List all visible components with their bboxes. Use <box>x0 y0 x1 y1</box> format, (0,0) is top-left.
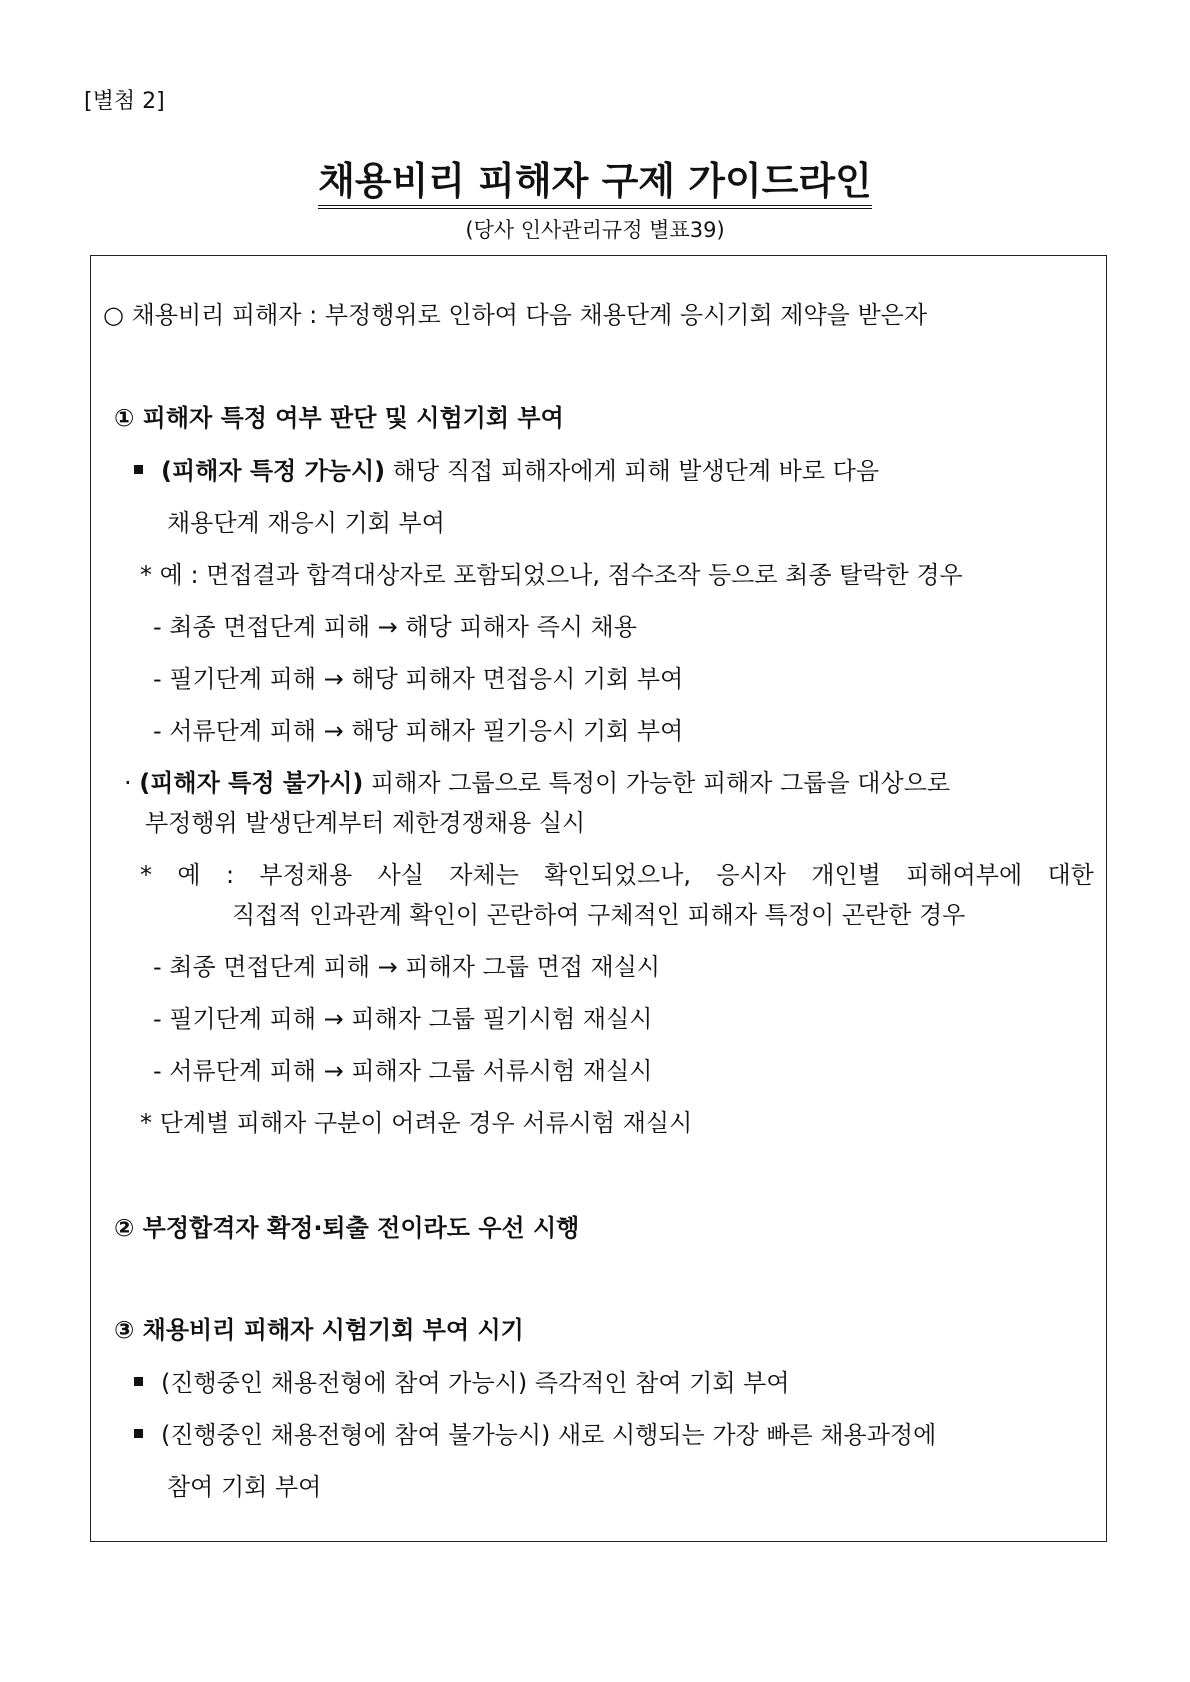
example-word: 피해여부에 <box>906 861 1023 889</box>
example-word: 대한 <box>1047 861 1094 889</box>
example-word: 사실 <box>377 861 424 889</box>
s1-bullet-2 <box>124 768 950 798</box>
s1-bullet-1 <box>134 456 879 486</box>
s1-example-1: * 예 : 면접결과 합격대상자로 포함되었으나, 점수조작 등으로 최종 탈락한 경우 <box>140 561 963 589</box>
example-word: 예 <box>177 861 201 889</box>
s1-example-1-item: - 필기단계 피해 → 해당 피해자 면접응시 기회 부여 <box>153 665 684 693</box>
s1-bullet-2-continuation: 부정행위 발생단계부터 제한경쟁채용 실시 <box>145 809 586 837</box>
example-word: 개인별 <box>811 861 881 889</box>
s3-bullet-1 <box>134 1368 790 1398</box>
s3-bullet-2 <box>134 1420 936 1450</box>
s3-bullet-1-text: (진행중인 채용전형에 참여 가능시) 즉각적인 참여 기회 부여 <box>161 1369 790 1397</box>
section-3-heading: ③ 채용비리 피해자 시험기회 부여 시기 <box>114 1316 524 1344</box>
section-2-heading: ② 부정합격자 확정·퇴출 전이라도 우선 시행 <box>114 1214 580 1242</box>
example-word: 확인되었으나, <box>544 861 691 889</box>
square-bullet-icon <box>134 465 143 474</box>
definition-line: ○ 채용비리 피해자 : 부정행위로 인하여 다음 채용단계 응시기회 제약을 받은자 <box>103 301 928 329</box>
s1-bullet-2-bold: (피해자 특정 불가시) <box>139 769 364 797</box>
s1-note: * 단계별 피해자 구분이 어려운 경우 서류시험 재실시 <box>140 1109 693 1137</box>
example-word: : <box>225 861 235 889</box>
s1-bullet-1-bold: (피해자 특정 가능시) <box>161 457 386 485</box>
s3-bullet-2-text: (진행중인 채용전형에 참여 불가능시) 새로 시행되는 가장 빠른 채용과정에 <box>161 1421 937 1449</box>
example-word: 자체는 <box>449 861 519 889</box>
s1-example-1-item: - 서류단계 피해 → 해당 피해자 필기응시 기회 부여 <box>153 717 684 745</box>
document-subtitle: (당사 인사관리규정 별표39) <box>465 218 725 242</box>
s1-bullet-1-continuation: 채용단계 재응시 기회 부여 <box>167 509 445 537</box>
dot-bullet-icon: · <box>124 769 132 797</box>
s1-example-1-item: - 최종 면접단계 피해 → 해당 피해자 즉시 채용 <box>153 613 637 641</box>
square-bullet-icon <box>134 1429 143 1438</box>
document-title <box>0 150 1190 205</box>
s1-example-2-item: - 최종 면접단계 피해 → 피해자 그룹 면접 재실시 <box>153 953 661 981</box>
example-word: 응시자 <box>716 861 786 889</box>
s3-bullet-2-continuation: 참여 기회 부여 <box>167 1473 322 1501</box>
square-bullet-icon <box>134 1377 143 1386</box>
document-title-text: 채용비리 피해자 구제 가이드라인 <box>318 159 872 209</box>
s1-example-2-item: - 서류단계 피해 → 피해자 그룹 서류시험 재실시 <box>153 1057 653 1085</box>
attachment-label: [별첨 2] <box>84 89 165 114</box>
s1-example-2-item: - 필기단계 피해 → 피해자 그룹 필기시험 재실시 <box>153 1005 653 1033</box>
example-word: * <box>140 861 152 889</box>
s1-example-2-continuation: 직접적 인과관계 확인이 곤란하여 구체적인 피해자 특정이 곤란한 경우 <box>232 901 966 929</box>
example-word: 부정채용 <box>259 861 353 889</box>
s1-bullet-2-text: 피해자 그룹으로 특정이 가능한 피해자 그룹을 대상으로 <box>363 769 951 797</box>
s1-bullet-1-text: 해당 직접 피해자에게 피해 발생단계 바로 다음 <box>385 457 880 485</box>
section-1-heading: ① 피해자 특정 여부 판단 및 시험기회 부여 <box>114 404 564 432</box>
s1-example-2 <box>140 860 1094 890</box>
guideline-box <box>90 255 1107 1542</box>
